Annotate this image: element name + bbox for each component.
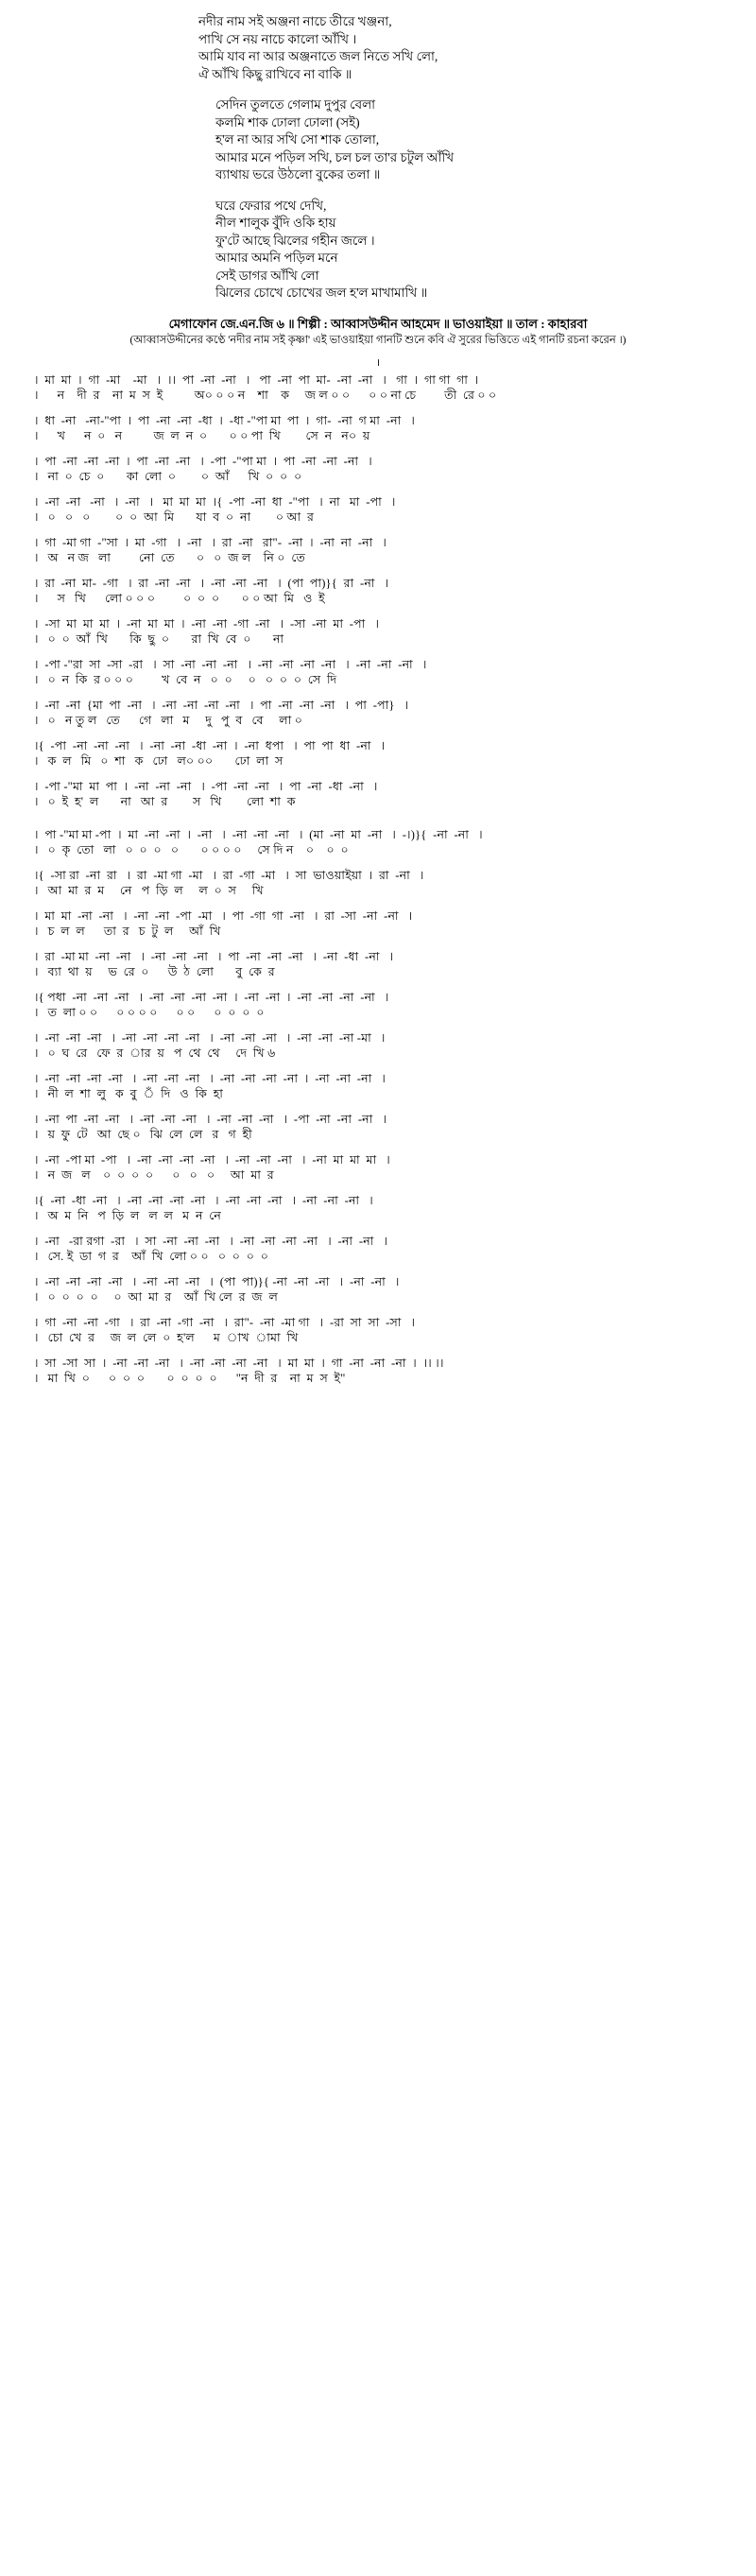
notation-text-line: । ০ ন কি র ০ ০ ০ খ বে ন ০ ০ ০ ০ ০ ০ সে দি [34, 672, 337, 686]
lyric-line: সেই ডাগর আঁখি লো [215, 268, 319, 283]
notation-row [34, 493, 737, 526]
notation-swara-line: । -সা মা মা মা । -না মা মা । -না -না -গা -না । -সা -না মা -পা । [34, 616, 380, 631]
notation-row [34, 908, 737, 940]
notation-block [19, 372, 737, 1387]
notation-text-line: । আ মা র ম নে প ড়ি ল ল ০ স খি [34, 883, 264, 897]
notation-text-line: । ০ ০ ০ ০ ০ আ মা র আঁ খি লে র জ ল [34, 1289, 278, 1304]
notation-text-line: । না ০ চে ০ কা লো ০ ০ আঁ খি ০ ০ ০ [34, 469, 302, 483]
notation-text-line: । খ ন ০ ন জ ল ন ০ ০ ০ পা খি সে ন ন০ য় [34, 428, 370, 442]
notation-row [34, 1151, 737, 1184]
notation-text-line: । সে. ই ডা গ র আঁ খি লো ০ ০ ০ ০ ০ ০ [34, 1249, 269, 1263]
notation-swara-line: ।{ পধা -না -না -না । -না -না -না -না । -না -না । -না -না -না -না । [34, 990, 389, 1004]
notation-text-line: । ০ ০ আঁ খি কি ছু ০ রা খি বে ০ না [34, 631, 284, 646]
notation-row [34, 1355, 737, 1387]
notation-row [34, 1029, 737, 1062]
notation-swara-line: । পা -না -না -না । পা -না -না । -পা -"পা মা । পা -না -না -না । [34, 454, 372, 468]
notation-swara-line: । -না -না {মা পা -না । -না -না -না -না । পা -না -না -না । পা -পা} । [34, 698, 409, 712]
lyric-line: আমার অমনি পড়িল মনে [215, 251, 338, 265]
notation-row [34, 989, 737, 1021]
notation-text-line: । ০ ঘ রে ফে র ার য় প থে থে দে খি ৬ [34, 1046, 276, 1060]
notation-text-line: । ব্যা থা য় ভ রে ০ উ ঠ লো বু কে র [34, 964, 275, 978]
record-credit: মেগাফোন জে.এন.জি ৬ ॥ শিল্পী : আব্বাসউদ্দীন আহমেদ ॥ ভাওয়াইয়া ॥ তাল : কাহারবা [168, 316, 588, 331]
notation-swara-line: । -পা -"রা সা -সা -রা । সা -না -না -না । -না -না -না -না । -না -না -না । [34, 657, 427, 671]
lyric-line: ঝিলের চোখে চোখের জল হ'ল মাখামাখি ॥ [215, 285, 428, 300]
notation-row [34, 412, 737, 444]
notation-row [34, 372, 737, 404]
notation-text-line: । চ ল ল তা র চ টু ল আঁ খি [34, 924, 221, 938]
lyric-line: নীল শালুক বুঁদি ওকি হায় [215, 216, 336, 230]
lyric-line: ঐ আঁখি কিছু রাখিবে না বাকি ॥ [198, 66, 352, 81]
notation-swara-line: । -না -না -না । -না -না -না -না । -না -না -না । -না -না -না -মা । [34, 1030, 386, 1045]
notation-text-line: । ০ কৃ তো লা ০ ০ ০ ০ ০ ০ ০ ০ সে দি ন ০ ০ ০ [34, 842, 349, 856]
notation-text-line: । ০ ০ ০ ০ ০ আ মি যা ব ০ না ০ আ র [34, 510, 315, 524]
notation-swara-line: । -না -রা রগা -রা । সা -না -না -না । -না -না -না -না । -না -না । [34, 1234, 388, 1248]
lyric-line: কলমি শাক ঢোলা ঢোলা (সই) [215, 114, 360, 130]
row-gap [34, 819, 737, 826]
notation-swara-line: । গা -না -না -গা । রা -না -গা -না । রা"- -না -মা গা । -রা সা সা -সা । [34, 1315, 416, 1329]
lyric-line: নদীর নাম সই অঞ্জনা নাচে তীরে খঞ্জনা, [198, 14, 392, 28]
notation-swara-line: । পা -"মা মা -পা । মা -না -না । -না । -না -না -না । (মা -না মা -না । -।)}{ -না -না । [34, 827, 483, 841]
notation-text-line: । য় ফু টে আ ছে ০ ঝি লে লে র গ হী [34, 1127, 252, 1141]
stanza-3 [198, 198, 576, 303]
notation-swara-line: ।{ -সা রা -না রা । রা -মা গা -মা । রা -গা -মা । সা ভাওয়াইয়া । রা -না । [34, 868, 424, 882]
notation-row [34, 656, 737, 688]
notation-text-line: । ০ ই হ' ল না আ র স খি লো শা ক [34, 794, 296, 808]
notation-swara-line: । -না পা -না -না । -না -না -না । -না -না -না । -পা -না -না -না । [34, 1112, 387, 1126]
notation-text-line: । ত লা ০ ০ ০ ০ ০ ০ ০ ০ ০ ০ ০ ০ [34, 1005, 265, 1019]
notation-swara-line: । -না -না -না । -না । মা মা মা ।{ -পা -না ধা -"পা । না মা -পা । [34, 494, 396, 509]
lyric-line: ফু'টে আছে ঝিলের গহীন জলে । [215, 233, 375, 248]
lyrics-block [180, 13, 576, 303]
notation-row [34, 1192, 737, 1224]
notation-swara-line: । মা মা । গা -মা -মা । ।। পা -না -না । পা -না পা মা- -না -না । গা । গা গা গা । [34, 372, 479, 387]
stanza-1 [198, 13, 576, 83]
notation-row [34, 1314, 737, 1346]
notation-text-line: । ন জ ল ০ ০ ০ ০ ০ ০ ০ আ মা র [34, 1167, 274, 1182]
notation-text-line: । স খি লো ০ ০ ০ ০ ০ ০ ০ ০ আ মি ও ই [34, 591, 325, 605]
notation-swara-line: । মা মা -না -না । -না -না -পা -মা । পা -গা গা -না । রা -সা -না -না । [34, 908, 413, 923]
notation-swara-line: ।{ -পা -না -না -না । -না -না -ধা -না । -না ধপা । পা পা ধা -না । [34, 738, 386, 752]
notation-swara-line: । -না -না -না -না । -না -না -না । -না -না -না -না । -না -না -না । [34, 1071, 387, 1085]
notation-text-line: । চো খে র জ ল লে ০ হ'ল ম াখ ামা খি [34, 1330, 299, 1344]
notation-text-line: । নী ল শা লু ক বু ঁ দি ও কি হা [34, 1086, 224, 1100]
notation-swara-line: । -না -পা মা -পা । -না -না -না -না । -না -না -না । -না মা মা মা । [34, 1152, 390, 1167]
lyric-line: ব্যাথায় ভরে উঠলো বুকের তলা ॥ [215, 167, 381, 182]
notation-swara-line: ।{ -না -ধা -না । -না -না -না -না । -না -না -না । -না -না -না । [34, 1193, 373, 1207]
notation-text-line: । মা খি ০ ০ ০ ০ ০ ০ ০ ০ "ন দী র না ম স ই" [34, 1371, 346, 1385]
notation-row [34, 1070, 737, 1102]
notation-swara-line: । -পা -"মা মা পা । -না -না -না । -পা -না -না । পা -না -ধা -না । [34, 779, 378, 793]
notation-text-line: । অ ম নি প ড়ি ল ল ল ম ন নে [34, 1208, 221, 1222]
notation-swara-line: । গা -মা গা -"সা । মা -গা । -না । রা -না রা"- -না । -না না -না । [34, 535, 387, 549]
notation-row [34, 1111, 737, 1143]
notation-row [34, 1233, 737, 1265]
notation-row [34, 453, 737, 485]
notation-row [34, 1273, 737, 1305]
notation-row [34, 948, 737, 980]
notation-row [34, 778, 737, 810]
notation-row [34, 697, 737, 729]
notation-row [34, 534, 737, 566]
editorial-note: (আব্বাসউদ্দীনের কণ্ঠে 'নদীর নাম সই কৃষ্ণা' এই ভাওয়াইয়া গানটি শুনে কবি ঐ সুরের ভিত্তিতে এই গানটি রচনা করেন ।) [129, 334, 627, 346]
lyric-line: পাখি সে নয় নাচে কালো আঁখি । [198, 31, 357, 46]
notation-swara-line: । ধা -না -না-"পা । পা -না -না -ধা । -ধা -"পা মা পা । গা- -না গ মা -না । [34, 413, 416, 427]
lyric-line: আমার মনে পড়িল সখি, চল চল তা'র চটুল আঁখি [215, 149, 455, 164]
notation-row [34, 826, 737, 858]
stanza-2 [198, 96, 576, 184]
notation-swara-line: । -না -না -না -না । -না -না -না । (পা পা)}{ -না -না -না । -না -না । [34, 1274, 400, 1288]
notation-row [34, 737, 737, 769]
notation-text-line: । ০ ন তু ল তে গে লা ম দু পু ব বে লা ০ [34, 713, 303, 727]
notation-row [34, 575, 737, 607]
lyric-line: সেদিন তুলতে গেলাম দুপুর বেলা [215, 97, 376, 112]
notation-swara-line: । সা -সা সা । -না -না -না । -না -না -না -না । মা মা । গা -না -না -না । ।। ।। [34, 1356, 444, 1370]
section-separator: । [375, 356, 381, 369]
notation-row [34, 615, 737, 648]
lyric-line: ঘরে ফেরার পথে দেখি, [215, 198, 327, 213]
notation-swara-line: । রা -না মা- -গা । রা -না -না । -না -না -না । (পা পা)}{ রা -না । [34, 576, 389, 590]
notation-text-line: । ন দী র না ম স ই অ০ ০ ০ ন শা ক জ ল ০ ০ ০ ০ না চে তী রে ০ ০ [34, 388, 497, 402]
notation-text-line: । ক ল মি ০ শা ক ঢো ল০ ০০ ঢো লা স [34, 753, 284, 768]
lyric-line: হ'ল না আর সখি সো শাক তোলা, [215, 132, 380, 147]
notation-row [34, 867, 737, 899]
lyric-line: আমি যাব না আর অঞ্জনাতে জল নিতে সখি লো, [198, 49, 438, 63]
notation-swara-line: । রা -মা মা -না -না । -না -না -না । পা -না -না -না । -না -ধা -না । [34, 949, 394, 963]
notation-text-line: । অ ন জ লা নো তে ০ ০ জ ল নি ০ তে [34, 550, 305, 564]
